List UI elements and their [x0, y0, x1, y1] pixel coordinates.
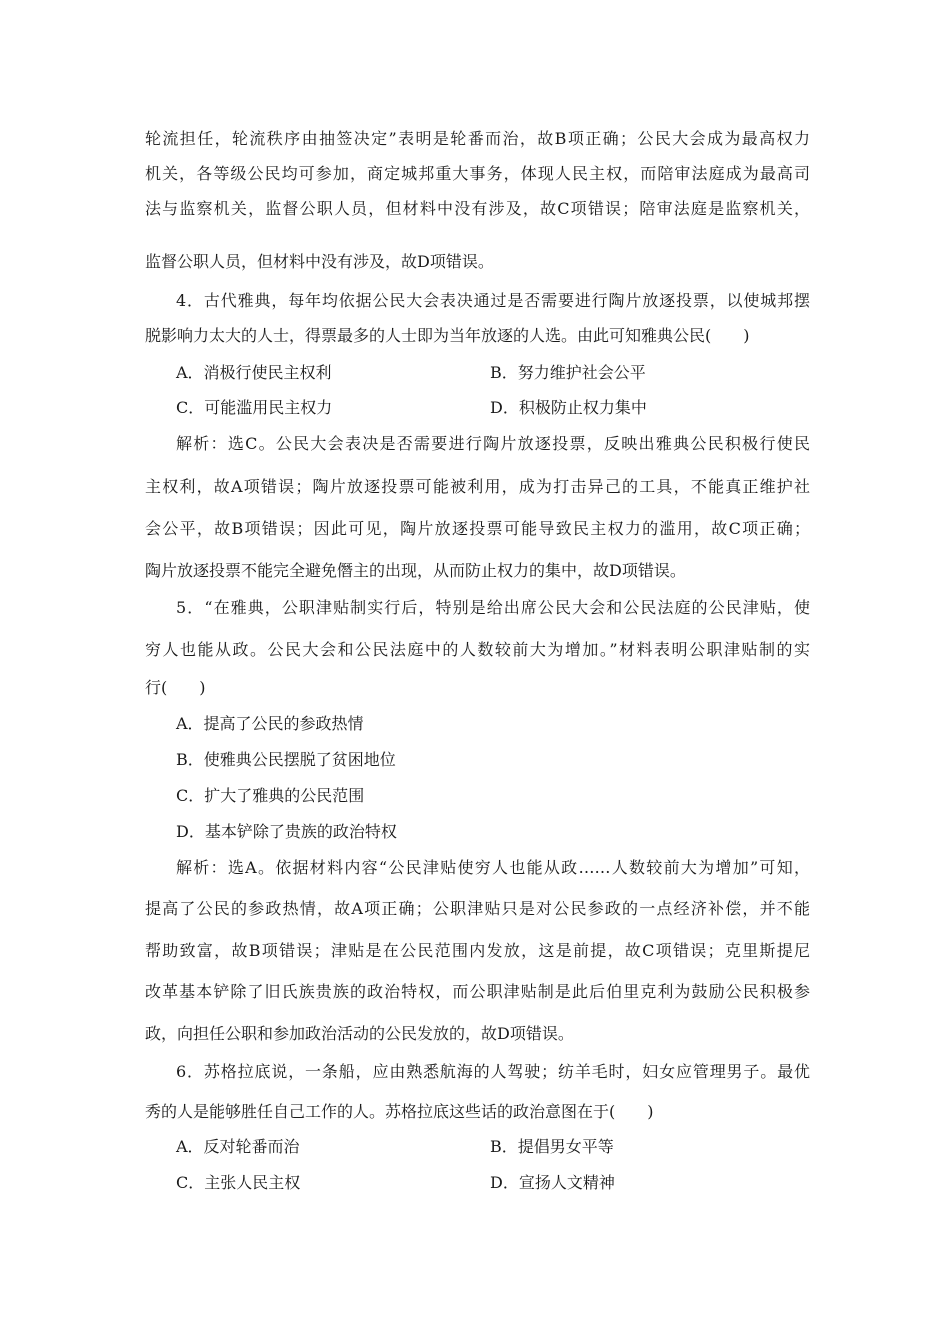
q5-analysis-line-5: 政，向担任公职和参加政治活动的公民发放的，故D项错误。 — [145, 1024, 574, 1043]
prev-answer-line-4: 监督公职人员，但材料中没有涉及，故D项错误。 — [145, 252, 494, 271]
q4-analysis-line-2: 主权利，故A项错误；陶片放逐投票可能被利用，成为打击异己的工具，不能真正维护社 — [145, 477, 810, 496]
q6-stem-line-1: 6．苏格拉底说，一条船，应由熟悉航海的人驾驶；纺羊毛时，妇女应管理男子。最优 — [176, 1062, 810, 1081]
prev-answer-line-1: 轮流担任，轮流秩序由抽签决定”表明是轮番而治，故B项正确；公民大会成为最高权力 — [145, 129, 810, 148]
q5-stem-line-1: 5．“在雅典，公职津贴制实行后，特别是给出席公民大会和公民法庭的公民津贴，使 — [176, 598, 810, 617]
q5-option-d: D．基本铲除了贵族的政治特权 — [176, 822, 397, 841]
q4-option-c: C．可能滥用民主权力 — [176, 398, 333, 417]
q5-option-a: A．提高了公民的参政热情 — [176, 714, 364, 733]
q4-analysis-line-3: 会公平，故B项错误；因此可见，陶片放逐投票可能导致民主权力的滥用，故C项正确； — [145, 519, 810, 538]
q4-option-b: B．努力维护社会公平 — [490, 363, 646, 382]
q5-option-c: C．扩大了雅典的公民范围 — [176, 786, 365, 805]
q4-stem-line-2: 脱影响力太大的人士，得票最多的人士即为当年放逐的人选。由此可知雅典公民( ) — [145, 326, 750, 345]
q6-stem-line-2: 秀的人是能够胜任自己工作的人。苏格拉底这些话的政治意图在于( ) — [145, 1102, 654, 1121]
q6-option-d: D．宣扬人文精神 — [490, 1173, 615, 1192]
q5-option-b: B．使雅典公民摆脱了贫困地位 — [176, 750, 396, 769]
q6-option-a: A．反对轮番而治 — [176, 1137, 300, 1156]
q5-stem-line-2: 穷人也能从政。公民大会和公民法庭中的人数较前大为增加。”材料表明公职津贴制的实 — [145, 640, 810, 659]
q6-option-c: C．主张人民主权 — [176, 1173, 301, 1192]
q4-analysis-line-4: 陶片放逐投票不能完全避免僭主的出现，从而防止权力的集中，故D项错误。 — [145, 561, 686, 580]
q4-option-d: D．积极防止权力集中 — [490, 398, 647, 417]
q4-analysis-line-1: 解析：选C。公民大会表决是否需要进行陶片放逐投票，反映出雅典公民积极行使民 — [176, 434, 810, 453]
q6-option-b: B．提倡男女平等 — [490, 1137, 614, 1156]
q5-analysis-line-4: 改革基本铲除了旧氏族贵族的政治特权，而公职津贴制是此后伯里克利为鼓励公民积极参 — [145, 982, 810, 1001]
q4-option-a: A．消极行使民主权利 — [176, 363, 332, 382]
prev-answer-line-3: 法与监察机关，监督公职人员，但材料中没有涉及，故C项错误；陪审法庭是监察机关， — [145, 199, 810, 218]
prev-answer-line-2: 机关，各等级公民均可参加，商定城邦重大事务，体现人民主权，而陪审法庭成为最高司 — [145, 164, 810, 183]
q5-stem-line-3: 行( ) — [145, 678, 206, 697]
q5-analysis-line-3: 帮助致富，故B项错误；津贴是在公民范围内发放，这是前提，故C项错误；克里斯提尼 — [145, 941, 810, 960]
q5-analysis-line-1: 解析：选A。依据材料内容“公民津贴使穷人也能从政……人数较前大为增加”可知， — [176, 858, 810, 877]
q4-stem-line-1: 4．古代雅典，每年均依据公民大会表决通过是否需要进行陶片放逐投票，以使城邦摆 — [176, 291, 810, 310]
q5-analysis-line-2: 提高了公民的参政热情，故A项正确；公职津贴只是对公民参政的一点经济补偿，并不能 — [145, 899, 810, 918]
